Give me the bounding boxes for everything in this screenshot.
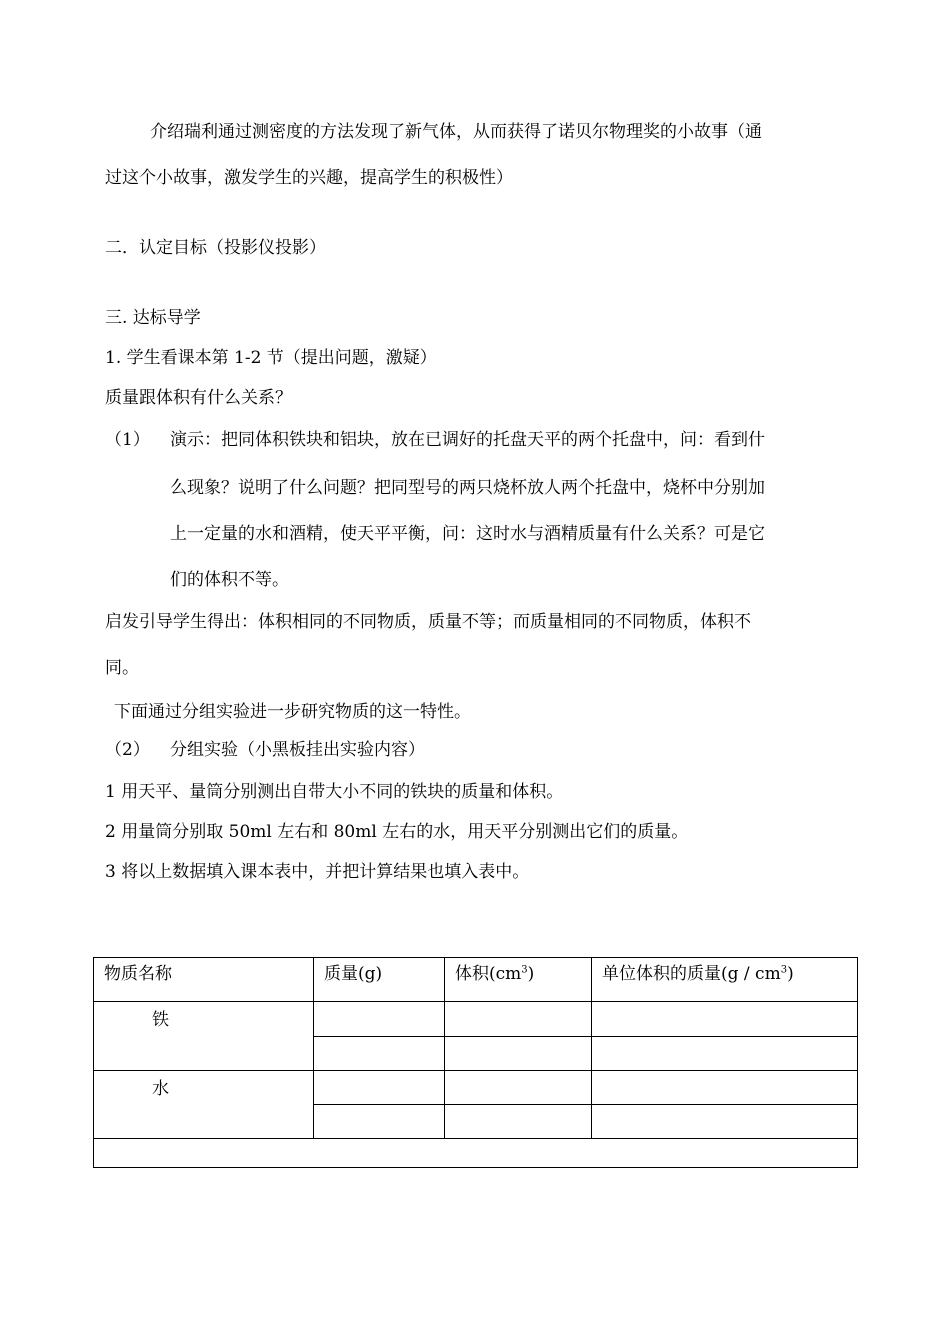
header-material: 物质名称: [104, 964, 172, 984]
table-footer-cell: [94, 1139, 858, 1168]
table-cell: [445, 1037, 592, 1071]
item-1-line-2: 么现象？说明了什么问题？把同型号的两只烧杯放人两个托盘中，烧杯中分别加: [170, 478, 765, 498]
item-1-line-3: 上一定量的水和酒精，使天平平衡，问：这时水与酒精质量有什么关系？可是它: [170, 524, 765, 544]
task-3: 3 将以上数据填入课本表中，并把计算结果也填入表中。: [105, 862, 530, 882]
table-header-row: [94, 958, 858, 1002]
table-cell: [314, 1105, 445, 1139]
header-cell: [445, 958, 592, 1002]
intro-line-1: 介绍瑞利通过测密度的方法发现了新气体，从而获得了诺贝尔物理奖的小故事（通: [150, 122, 762, 142]
data-table: [93, 957, 858, 1168]
item-2-marker: （2）: [105, 740, 150, 760]
step-1: 1. 学生看课本第 1-2 节（提出问题，激疑）: [105, 348, 437, 368]
header-cell: [592, 958, 858, 1002]
table-cell: [592, 1071, 858, 1105]
table-footer-row: [94, 1139, 858, 1168]
item-2-text: 分组实验（小黑板挂出实验内容）: [170, 740, 425, 760]
task-2: 2 用量筒分别取 50ml 左右和 80ml 左右的水，用天平分别测出它们的质量。: [105, 822, 689, 842]
table-cell: [592, 1002, 858, 1037]
item-1-line-1: 演示：把同体积铁块和铝块，放在已调好的托盘天平的两个托盘中，问：看到什: [170, 430, 765, 450]
header-density: 单位体积的质量$(g / cm^3)$: [602, 964, 794, 984]
header-mass: 质量(g): [324, 964, 383, 984]
section-2-heading: 二．认定目标（投影仪投影）: [105, 238, 326, 258]
material-water: 水: [152, 1079, 169, 1099]
table-cell: [314, 1037, 445, 1071]
table-row: [94, 1002, 858, 1037]
conclusion-line-2: 同。: [105, 658, 139, 678]
table-cell: [592, 1037, 858, 1071]
next-sentence: 下面通过分组实验进一步研究物质的这一特性。: [114, 702, 471, 722]
item-1-line-4: 们的体积不等。: [170, 570, 289, 590]
table-cell: [445, 1105, 592, 1139]
section-3-heading: 三. 达标导学: [105, 308, 201, 328]
header-volume: 体积$(cm^3)$: [455, 964, 535, 984]
table-cell: [445, 1071, 592, 1105]
header-cell: [94, 958, 314, 1002]
table-cell: [314, 1002, 445, 1037]
item-1-marker: （1）: [105, 430, 150, 450]
material-cell-water: [94, 1071, 314, 1139]
header-cell: [314, 958, 445, 1002]
material-cell-iron: [94, 1002, 314, 1071]
intro-line-2: 过这个小故事，激发学生的兴趣，提高学生的积极性）: [105, 168, 513, 188]
task-1: 1 用天平、量筒分别测出自带大小不同的铁块的质量和体积。: [105, 782, 564, 802]
table-row: [94, 1071, 858, 1105]
table-cell: [592, 1105, 858, 1139]
conclusion-line-1: 启发引导学生得出：体积相同的不同物质，质量不等；而质量相同的不同物质，体积不: [105, 612, 751, 632]
table-cell: [314, 1071, 445, 1105]
question: 质量跟体积有什么关系？: [105, 388, 292, 408]
table-cell: [445, 1002, 592, 1037]
material-iron: 铁: [152, 1010, 169, 1030]
